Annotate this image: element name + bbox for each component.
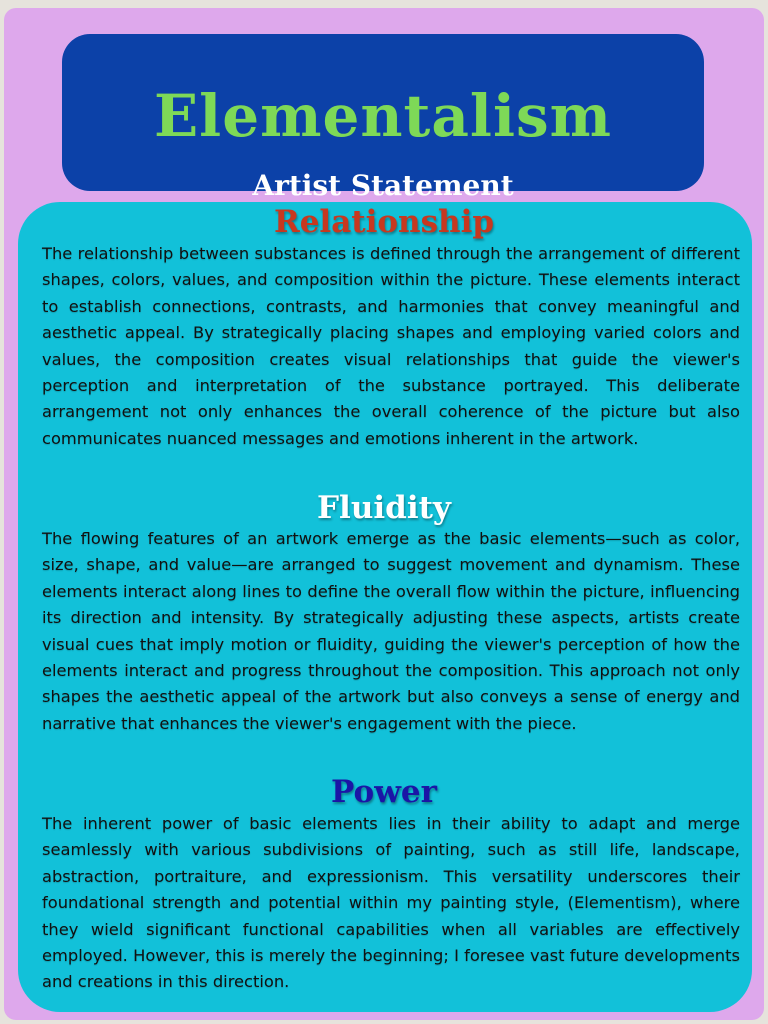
section-heading-power: Power [331, 774, 437, 810]
section-heading-fluidity: Fluidity [317, 490, 451, 526]
section-body-relationship: The relationship between substances is defined through the arrangement of different shapes, colors, values, and composition within the picture. These elements interact to establish connections, contrasts, and harmonies that convey meaningful and aesthetic appeal. By strategically placing shapes and employing varied colors and values, the composition creates visual relationships that guide the viewer's perception and interpretation of the substance portrayed. This deliberate arrangement not only enhances the overall coherence of the picture but also communicates nuanced messages and emotions inherent in the artwork. [42, 244, 740, 448]
section-body-fluidity: The flowing features of an artwork emerge as the basic elements—such as color, size, shape, and value—are arranged to suggest movement and dynamism. These elements interact along lines to define the overall flow within the picture, influencing its direction and intensity. By strategically adjusting these aspects, artists create visual cues that imply motion or fluidity, guiding the viewer's perception of how the elements interact and progress throughout the composition. This approach not only shapes the aesthetic appeal of the artwork but also conveys a sense of energy and narrative that enhances the viewer's engagement with the piece. [42, 529, 740, 733]
page-subtitle: Artist Statement [252, 169, 514, 202]
section-heading-relationship: Relationship [273, 204, 495, 240]
page-title: Elementalism [153, 82, 613, 150]
header-banner [62, 34, 704, 202]
section-body-power: The inherent power of basic elements lies in their ability to adapt and merge seamlessly with various subdivisions of painting, such as still life, landscape, abstraction, portraiture, and expressionism. This versatility underscores their foundational strength and potential within my painting style, (Elementism), where they wield significant functional capabilities when all variables are effectively employed. However, this is merely the beginning; I foresee vast future developments and creations in this direction. [42, 814, 740, 992]
